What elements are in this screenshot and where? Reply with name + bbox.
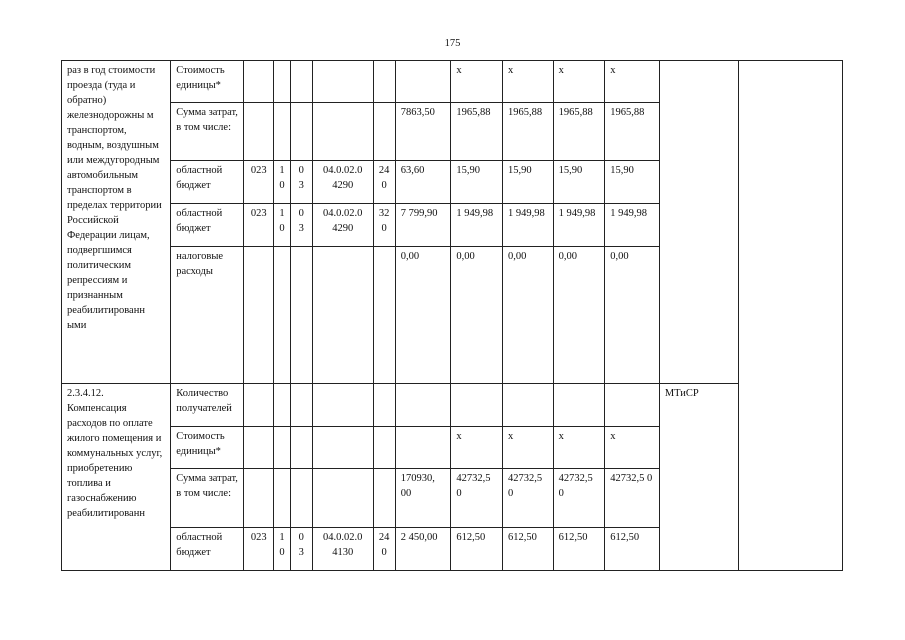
row-label: Количество получателей [171,384,244,427]
cell-year-1: 15,90 [451,161,503,204]
cell-year-2: 15,90 [503,161,554,204]
cell-subsection [290,61,312,103]
cell-total [395,384,451,427]
cell-year-4: 1 949,98 [605,204,660,247]
cell-year-2: х [503,427,554,469]
cell-total: 2 450,00 [395,528,451,571]
cell-kbk [312,384,373,427]
cell-year-2: 0,00 [503,247,554,384]
cell-subsection: 0 3 [290,528,312,571]
cell-year-3: 0,00 [553,247,605,384]
measure-description: 2.3.4.12. Компенсация расходов по оплате жилого помещения и коммунальных услуг, приобретению топлива и газоснабжению реабилитированн [62,384,171,571]
cell-kvr [373,61,395,103]
cell-total: 7863,50 [395,103,451,161]
cell-kbk: 04.0.02.0 4130 [312,528,373,571]
cell-subsection [290,247,312,384]
cell-kvr: 24 0 [373,528,395,571]
cell-subsection [290,427,312,469]
cell-year-1: 612,50 [451,528,503,571]
cell-code [244,247,274,384]
cell-total: 63,60 [395,161,451,204]
row-label: областной бюджет [171,204,244,247]
cell-total: 0,00 [395,247,451,384]
row-label: Стоимость единицы* [171,61,244,103]
cell-code [244,61,274,103]
cell-kvr [373,247,395,384]
cell-section [274,384,290,427]
cell-code [244,384,274,427]
cell-kvr [373,469,395,528]
page-number: 175 [444,38,461,49]
cell-code [244,427,274,469]
cell-subsection [290,384,312,427]
cell-total: 170930, 00 [395,469,451,528]
cell-year-1: х [451,61,503,103]
cell-subsection [290,469,312,528]
cell-code: 023 [244,204,274,247]
cell-code [244,469,274,528]
cell-year-2 [503,384,554,427]
cell-year-3: х [553,61,605,103]
cell-year-4: 612,50 [605,528,660,571]
row-label: областной бюджет [171,161,244,204]
notes-cell [738,61,842,571]
cell-year-2: 612,50 [503,528,554,571]
cell-kbk [312,247,373,384]
cell-section [274,427,290,469]
cell-year-3: 1 949,98 [553,204,605,247]
cell-code: 023 [244,528,274,571]
cell-code [244,103,274,161]
cell-year-4: х [605,427,660,469]
row-label: Сумма затрат, в том числе: [171,103,244,161]
cell-section: 1 0 [274,161,290,204]
cell-year-1 [451,384,503,427]
cell-year-3 [553,384,605,427]
cell-kvr [373,384,395,427]
cell-year-4: 15,90 [605,161,660,204]
cell-total: 7 799,90 [395,204,451,247]
cell-year-2: 1965,88 [503,103,554,161]
cell-year-1: 1965,88 [451,103,503,161]
cell-kvr: 32 0 [373,204,395,247]
budget-table [61,60,843,571]
cell-section [274,469,290,528]
cell-section: 1 0 [274,528,290,571]
table-row [62,61,843,103]
cell-kvr [373,427,395,469]
cell-kbk: 04.0.02.0 4290 [312,204,373,247]
cell-year-1: 0,00 [451,247,503,384]
row-label: Сумма затрат, в том числе: [171,469,244,528]
cell-kvr [373,103,395,161]
cell-section: 1 0 [274,204,290,247]
cell-year-4: 1965,88 [605,103,660,161]
cell-year-3: х [553,427,605,469]
cell-year-3: 1965,88 [553,103,605,161]
cell-year-3: 15,90 [553,161,605,204]
cell-section [274,247,290,384]
row-label: налоговые расходы [171,247,244,384]
executor-cell [659,61,738,384]
cell-kbk [312,103,373,161]
cell-kbk [312,61,373,103]
cell-section [274,103,290,161]
table-row [62,384,843,427]
cell-total [395,61,451,103]
cell-kvr: 24 0 [373,161,395,204]
cell-total [395,427,451,469]
cell-subsection: 0 3 [290,161,312,204]
cell-year-3: 612,50 [553,528,605,571]
cell-subsection [290,103,312,161]
cell-year-4 [605,384,660,427]
row-label: областной бюджет [171,528,244,571]
cell-year-1: 1 949,98 [451,204,503,247]
cell-year-3: 42732,5 0 [553,469,605,528]
cell-section [274,61,290,103]
cell-year-2: 1 949,98 [503,204,554,247]
cell-kbk: 04.0.02.0 4290 [312,161,373,204]
cell-kbk [312,427,373,469]
cell-kbk [312,469,373,528]
cell-year-2: х [503,61,554,103]
executor-cell: МТиСР [659,384,738,571]
measure-description: раз в год стоимости проезда (туда и обратно) железнодорожны м транспортом, водным, воздушным или междугородным автомобильным транспортом в пределах территории Российской Федерации лицам, подвергшимся политическим репрессиям и признанным реабилитированн ыми [62,61,171,384]
cell-year-4: 0,00 [605,247,660,384]
cell-year-1: х [451,427,503,469]
cell-year-2: 42732,5 0 [503,469,554,528]
cell-year-4: 42732,5 0 [605,469,660,528]
row-label: Стоимость единицы* [171,427,244,469]
cell-code: 023 [244,161,274,204]
cell-year-4: х [605,61,660,103]
cell-year-1: 42732,5 0 [451,469,503,528]
cell-subsection: 0 3 [290,204,312,247]
